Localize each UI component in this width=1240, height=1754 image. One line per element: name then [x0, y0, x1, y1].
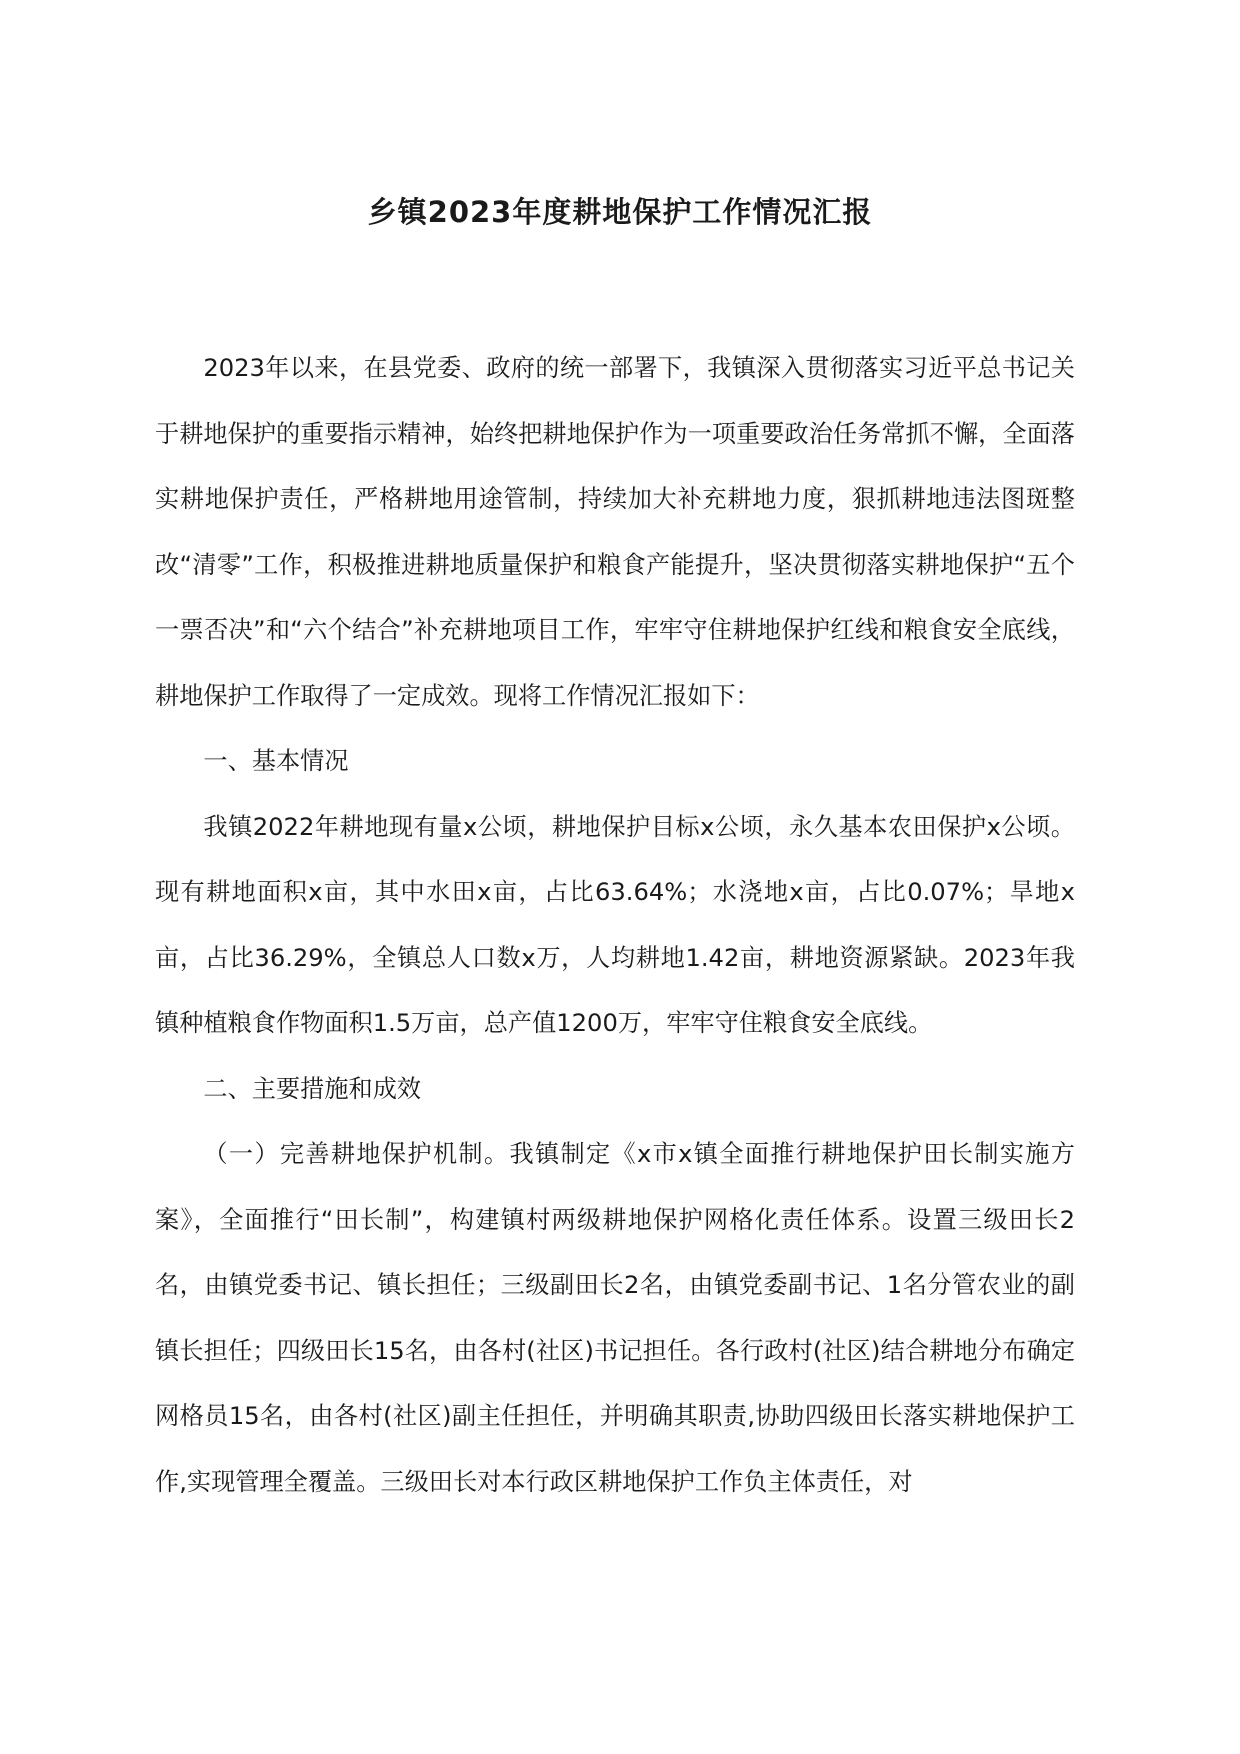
section-heading-basic-situation: 一、基本情况 [203, 747, 349, 775]
measures-item-1-text: 我镇制定《x市x镇全面推行耕地保护田长制实施方案》，全面推行“田长制”，构建镇村两级耕地保护网格化责任体系。设置三级田长2名，由镇党委书记、镇长担任；三级副田长2名，由镇党委副书记、1名分管农业的副镇长担任；四级田长15名，由各村(社区)书记担任。各行政村(社区)结合耕地分布确定网格员15名，由各村(社区)副主任担任，并明确其职责,协助四级田长落实耕地保护工作,实现管理全覆盖。三级田长对本行政区耕地保护工作负主体责任，对 [155, 1140, 1075, 1496]
page-title: 乡镇2023年度耕地保护工作情况汇报 [367, 195, 873, 229]
section-heading-measures: 二、主要措施和成效 [203, 1074, 422, 1103]
measures-item-1-paragraph [155, 1122, 1075, 1515]
basic-situation-paragraph: 我镇2022年耕地现有量x公顷，耕地保护目标x公顷，永久基本农田保护x公顷。现有耕地面积x亩，其中水田x亩，占比63.64%；水浇地x亩，占比0.07%；旱地x亩，占比36.29%，全镇总人口数x万，人均耕地1.42亩，耕地资源紧缺。2023年我镇种植粮食作物面积1.5万亩，总产值1200万，牢牢守住粮食安全底线。 [155, 812, 1075, 1037]
intro-paragraph: 2023年以来，在县党委、政府的统一部署下，我镇深入贯彻落实习近平总书记关于耕地保护的重要指示精神，始终把耕地保护作为一项重要政治任务常抓不懈，全面落实耕地保护责任，严格耕地用途管制，持续加大补充耕地力度，狠抓耕地违法图斑整改“清零”工作，积极推进耕地质量保护和粮食产能提升，坚决贯彻落实耕地保护“五个一票否决”和“六个结合”补充耕地项目工作，牢牢守住耕地保护红线和粮食安全底线，耕地保护工作取得了一定成效。现将工作情况汇报如下： [155, 354, 1075, 710]
document-body [155, 336, 1075, 1515]
measures-item-1-lead: （一）完善耕地保护机制。 [203, 1140, 510, 1168]
